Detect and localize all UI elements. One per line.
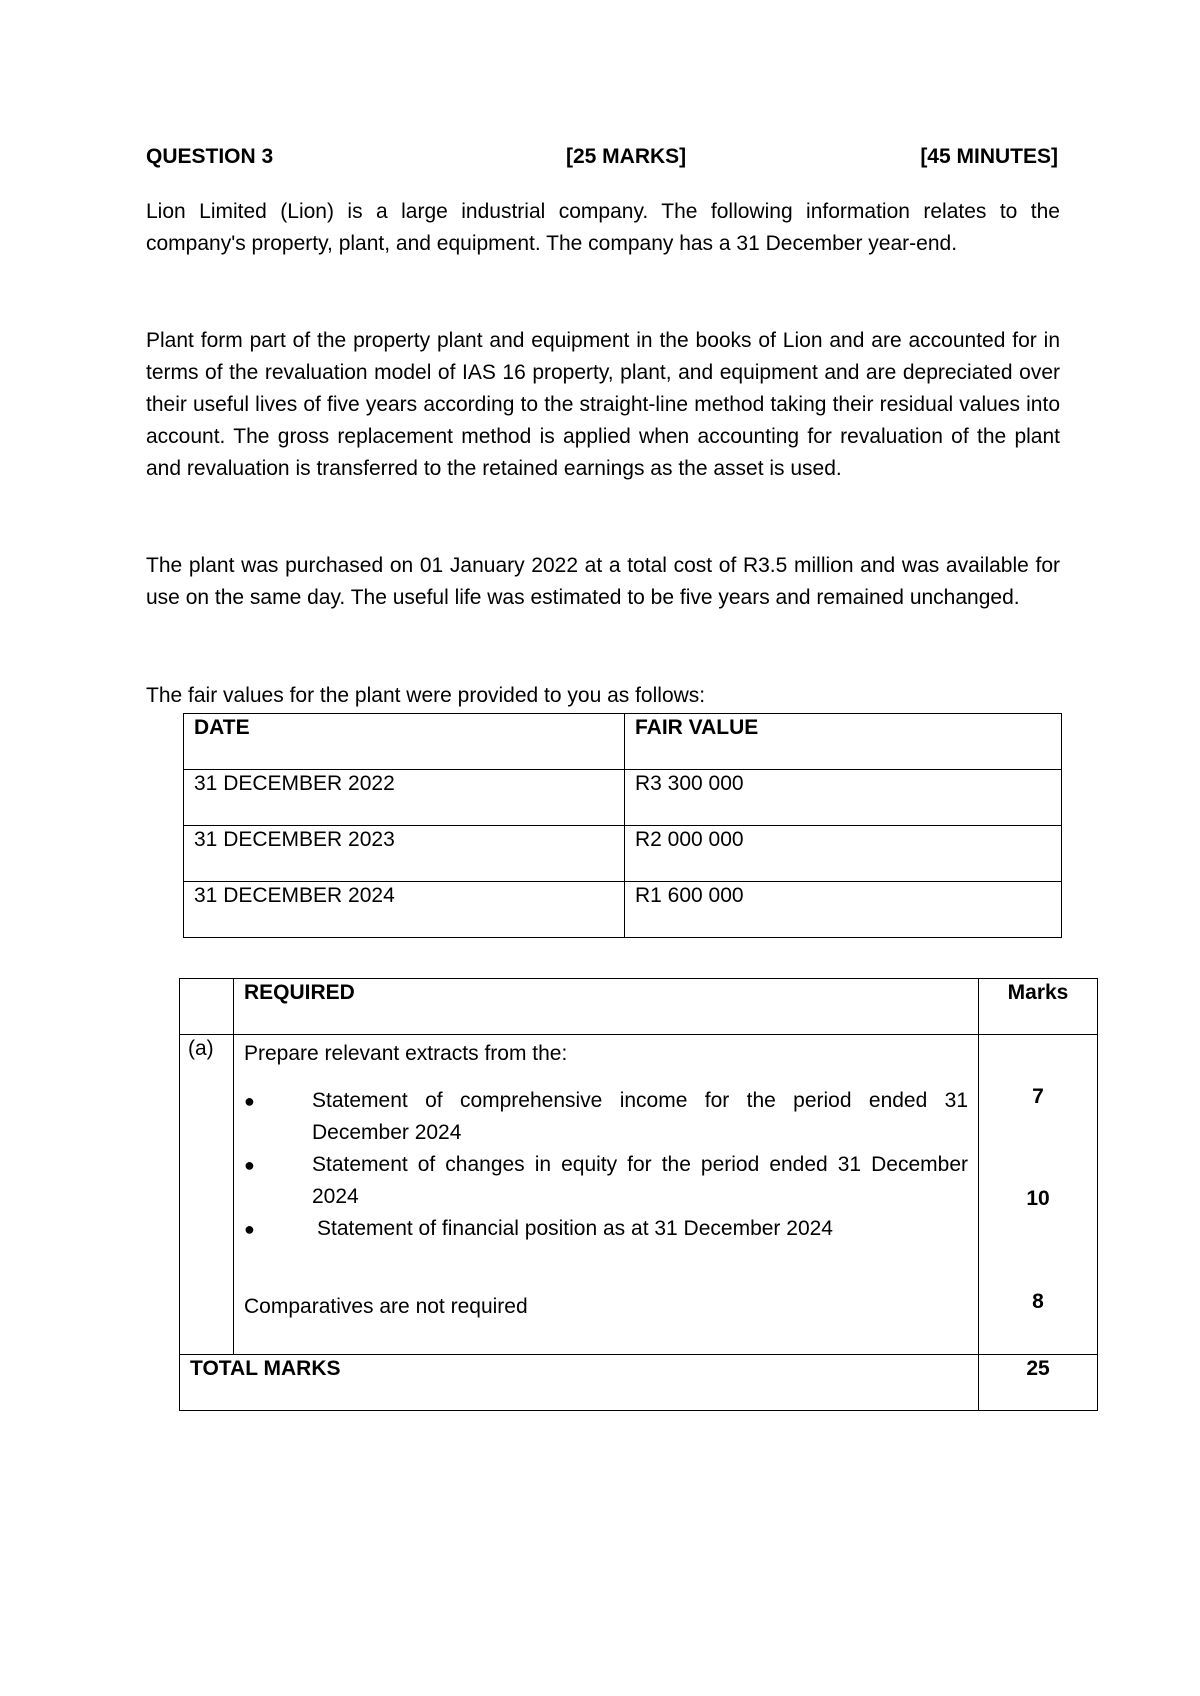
blank-cell <box>180 979 234 1035</box>
total-marks-label: TOTAL MARKS <box>180 1355 979 1411</box>
fair-value-cell: R3 300 000 <box>625 770 1062 826</box>
marks-label: Marks <box>979 979 1098 1035</box>
comparatives-note: Comparatives are not required <box>244 1295 528 1318</box>
required-header-row <box>180 979 1098 1035</box>
paragraph-company-intro: Lion Limited (Lion) is a large industrial company. The following information relates to the company's property, plant, and equipment. The company has a 31 December year-end. <box>146 200 1060 255</box>
required-bullet-list <box>244 1085 968 1245</box>
list-item <box>244 1149 968 1213</box>
required-intro: Prepare relevant extracts from the: <box>244 1042 568 1065</box>
date-cell: 31 DECEMBER 2024 <box>184 882 625 938</box>
bullet-icon: ● <box>244 1155 255 1175</box>
list-item <box>244 1213 968 1245</box>
mark-value: 8 <box>1032 1290 1044 1313</box>
column-header-fair-value: FAIR VALUE <box>625 714 1062 770</box>
mark-value: 7 <box>1032 1085 1044 1108</box>
bullet-icon: ● <box>244 1219 255 1239</box>
fair-value-cell: R1 600 000 <box>625 882 1062 938</box>
bullet-text: Statement of comprehensive income for the period ended 31 December 2024 <box>312 1089 968 1144</box>
table-header-row <box>184 714 1062 770</box>
date-cell: 31 DECEMBER 2022 <box>184 770 625 826</box>
question-number: QUESTION 3 <box>146 145 274 168</box>
bullet-text: Statement of financial position as at 31 December 2024 <box>317 1217 833 1240</box>
required-part-a-row <box>180 1035 1098 1355</box>
column-header-date: DATE <box>184 714 625 770</box>
paragraph-revaluation-model: Plant form part of the property plant and equipment in the books of Lion and are accounted for in terms of the revaluation model of IAS 16 property, plant, and equipment and are depreciated over their useful lives of five years according to the straight-line method taking their residual values into account. The gross replacement method is applied when accounting for revaluation of the plant and revaluation is transferred to the retained earnings as the asset is used. <box>146 329 1060 480</box>
table-row <box>184 770 1062 826</box>
table-row <box>184 826 1062 882</box>
paragraph-fair-values-intro: The fair values for the plant were provided to you as follows: <box>146 684 706 707</box>
required-table <box>179 978 1098 1411</box>
total-marks-value: 25 <box>979 1355 1098 1411</box>
question-time: [45 MINUTES] <box>920 145 1058 168</box>
required-instructions <box>234 1035 979 1355</box>
fair-value-cell: R2 000 000 <box>625 826 1062 882</box>
marks-stack <box>989 1037 1087 1342</box>
total-marks-row <box>180 1355 1098 1411</box>
required-label: REQUIRED <box>234 979 979 1035</box>
bullet-text: Statement of changes in equity for the period ended 31 December 2024 <box>312 1153 968 1208</box>
fair-value-table <box>183 713 1062 938</box>
date-cell: 31 DECEMBER 2023 <box>184 826 625 882</box>
paragraph-purchase-details: The plant was purchased on 01 January 2022 at a total cost of R3.5 million and was available for use on the same day. The useful life was estimated to be five years and remained unchanged. <box>146 554 1060 609</box>
question-marks: [25 MARKS] <box>566 145 687 168</box>
list-item <box>244 1085 968 1149</box>
question-header <box>146 145 1058 175</box>
marks-cell <box>979 1035 1098 1355</box>
part-label: (a) <box>180 1035 234 1355</box>
mark-value: 10 <box>1026 1187 1050 1210</box>
table-row <box>184 882 1062 938</box>
bullet-icon: ● <box>244 1091 255 1111</box>
